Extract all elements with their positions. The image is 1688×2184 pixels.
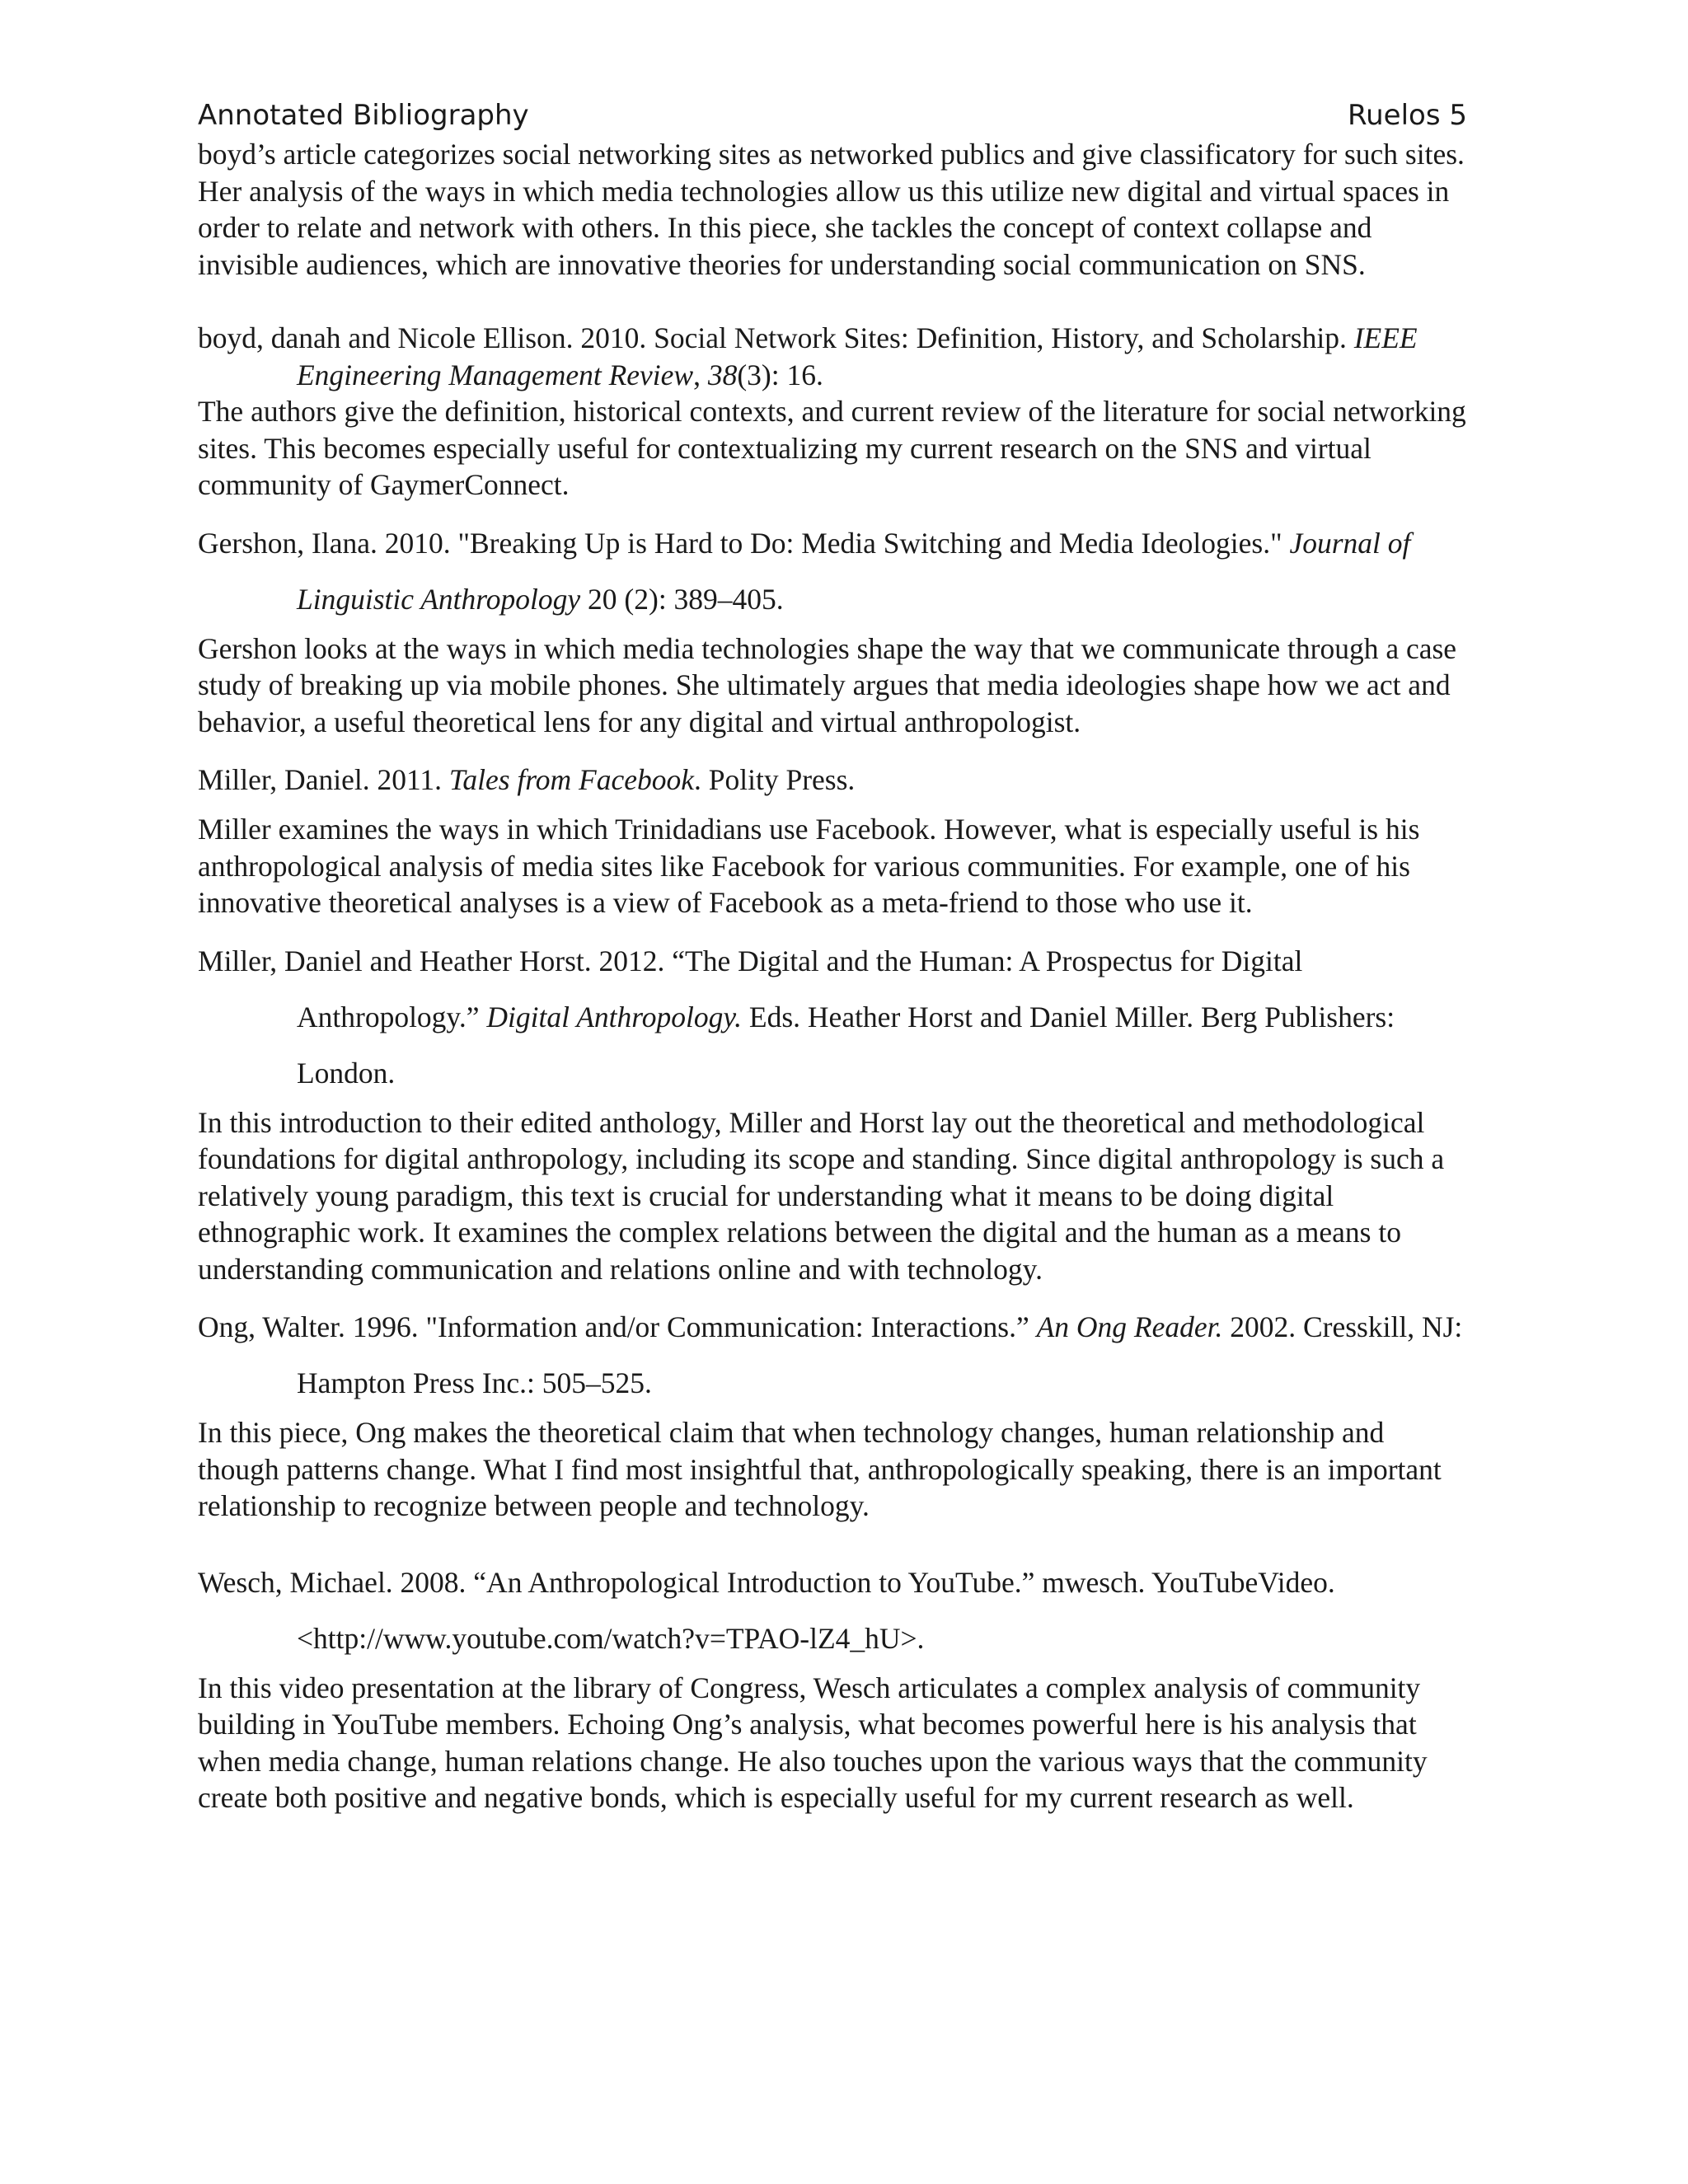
header-page-label: Ruelos 5 [1348, 99, 1467, 132]
header-title: Annotated Bibliography [198, 99, 529, 132]
citation-boyd-ellison: boyd, danah and Nicole Ellison. 2010. Social Network Sites: Definition, History, and Scholarship. IEEE Engineering Management Review, 38(3): 16. [198, 321, 1418, 391]
annotation-intro: boyd’s article categorizes social networking sites as networked publics and give classificatory for such sites. Her analysis of the ways in which media technologies allow us this utilize new digital and virtual spaces in order to relate and network with others. In this piece, she tackles the concept of context collapse and invisible audiences, which are innovative theories for understanding social communication on SNS. [198, 138, 1465, 281]
annotation-ong: In this piece, Ong makes the theoretical claim that when technology changes, human relationship and though patterns change. What I find most insightful that, anthropologically speaking, there is an important relationship to recognize between people and technology. [198, 1416, 1442, 1522]
citation-miller-2011: Miller, Daniel. 2011. Tales from Facebook. Polity Press. [198, 763, 856, 796]
annotation-miller-2011: Miller examines the ways in which Trinidadians use Facebook. However, what is especially useful is his anthropological analysis of media sites like Facebook for various communities. For example, one of his innovative theoretical analyses is a view of Facebook as a meta-friend to those who use it. [198, 813, 1420, 919]
annotation-miller-horst: In this introduction to their edited anthology, Miller and Horst lay out the theoretical and methodological foundations for digital anthropology, including its scope and standing. Since digital anthropology is such a relatively young paradigm, this text is crucial for understanding what it means to be doing digital ethnographic work. It examines the complex relations between the digital and the human as a means to understanding communication and relations online and with technology. [198, 1105, 1445, 1286]
annotation-gershon: Gershon looks at the ways in which media technologies shape the way that we communicate through a case study of breaking up via mobile phones. She ultimately argues that media ideologies shape how we act and behavior, a useful theoretical lens for any digital and virtual anthropologist. [198, 631, 1457, 738]
document-page [198, 97, 1467, 1816]
citation-wesch: Wesch, Michael. 2008. “An Anthropological Introduction to YouTube.” mwesch. YouTubeVideo. <http://www.youtube.com/watch?v=TPAO-lZ4_hU>. [198, 1565, 1335, 1655]
page-header [198, 97, 1467, 134]
annotation-wesch: In this video presentation at the library of Congress, Wesch articulates a complex analysis of community building in YouTube members. Echoing Ong’s analysis, what becomes powerful here is his analysis that when media change, human relations change. He also touches upon the various ways that the community create both positive and negative bonds, which is especially useful for my current research as well. [198, 1671, 1428, 1814]
citation-miller-horst: Miller, Daniel and Heather Horst. 2012. “The Digital and the Human: A Prospectus for Digital Anthropology.” Digital Anthropology. Eds. Heather Horst and Daniel Miller. Berg Publishers: London. [198, 944, 1395, 1090]
citation-gershon: Gershon, Ilana. 2010. "Breaking Up is Hard to Do: Media Switching and Media Ideologies." Journal of Linguistic Anthropology 20 (2): 389–405. [198, 526, 1411, 616]
annotation-boyd-ellison: The authors give the definition, historical contexts, and current review of the literature for social networking sites. This becomes especially useful for contextualizing my current research on the SNS and virtual community of GaymerConnect. [198, 395, 1466, 501]
citation-ong: Ong, Walter. 1996. "Information and/or Communication: Interactions.” An Ong Reader. 2002. Cresskill, NJ: Hampton Press Inc.: 505–525. [198, 1310, 1463, 1399]
